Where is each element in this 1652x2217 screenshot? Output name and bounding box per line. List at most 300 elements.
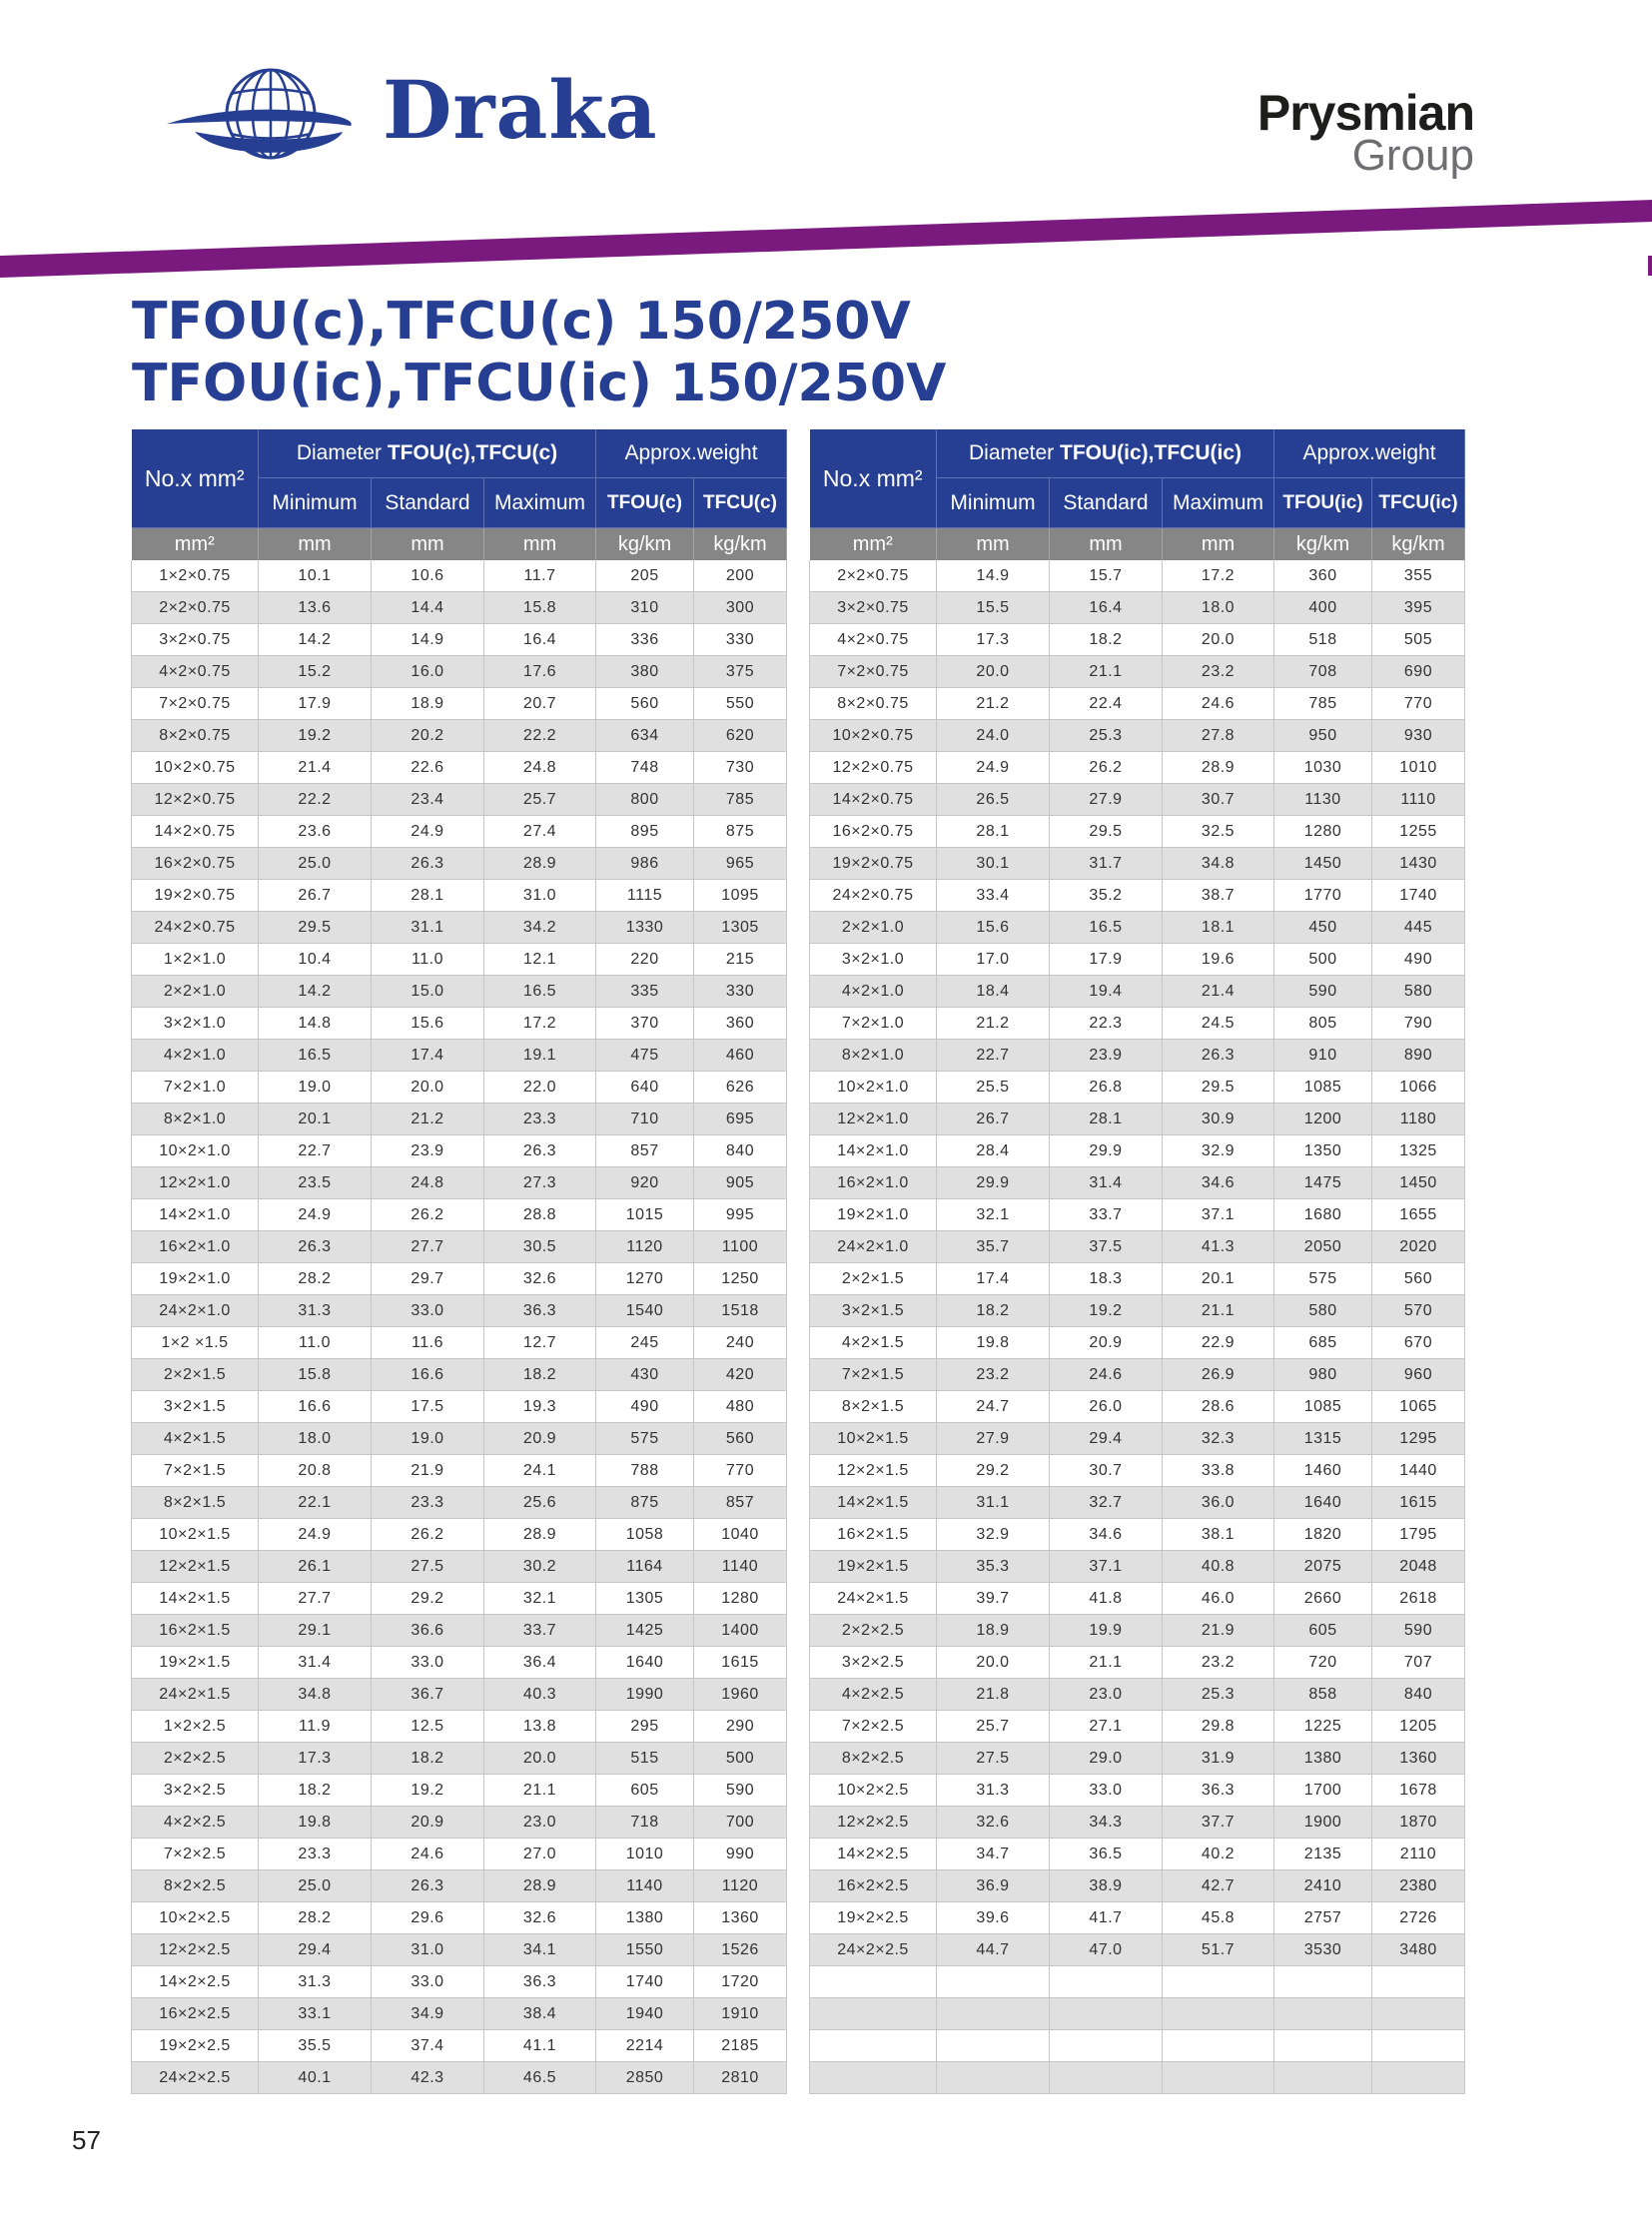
table-cell: 8×2×1.0 xyxy=(132,1104,259,1135)
table-cell: 18.1 xyxy=(1163,912,1274,944)
table-cell: 26.8 xyxy=(1050,1072,1163,1104)
table-cell: 11.9 xyxy=(259,1711,372,1743)
table-cell: 1700 xyxy=(1274,1775,1372,1807)
table-cell: 16×2×1.5 xyxy=(132,1615,259,1647)
table-row xyxy=(810,1072,1465,1104)
unit-cell: mm xyxy=(1050,528,1163,561)
col-minimum: Minimum xyxy=(937,478,1050,528)
table-cell: 19×2×1.5 xyxy=(810,1551,937,1583)
table-cell: 7×2×2.5 xyxy=(810,1711,937,1743)
unit-cell: mm xyxy=(259,528,372,561)
table-cell: 23.4 xyxy=(372,784,484,816)
table-cell: 36.9 xyxy=(937,1870,1050,1902)
table-cell: 1518 xyxy=(694,1295,787,1327)
table-cell: 21.1 xyxy=(1050,656,1163,688)
table-cell: 16×2×2.5 xyxy=(810,1870,937,1902)
table-cell: 28.1 xyxy=(372,880,484,912)
col-tfcu: TFCU(ic) xyxy=(1372,478,1465,528)
table-cell: 380 xyxy=(596,656,694,688)
table-row xyxy=(132,1711,787,1743)
table-cell: 13.6 xyxy=(259,592,372,624)
table-cell: 355 xyxy=(1372,560,1465,592)
table-cell: 1550 xyxy=(596,1934,694,1966)
table-cell: 36.3 xyxy=(484,1295,596,1327)
table-cell: 31.0 xyxy=(372,1934,484,1966)
table-cell: 16.5 xyxy=(484,976,596,1008)
table-cell: 570 xyxy=(1372,1295,1465,1327)
table-cell: 19.4 xyxy=(1050,976,1163,1008)
table-cell: 2380 xyxy=(1372,1870,1465,1902)
table-cell: 26.2 xyxy=(372,1519,484,1551)
table-cell: 310 xyxy=(596,592,694,624)
table-cell: 395 xyxy=(1372,592,1465,624)
table-cell: 40.8 xyxy=(1163,1551,1274,1583)
table-cell: 28.2 xyxy=(259,1263,372,1295)
table-cell: 25.6 xyxy=(484,1487,596,1519)
table-row xyxy=(810,2030,1465,2062)
table-cell: 2048 xyxy=(1372,1551,1465,1583)
table-row xyxy=(810,1839,1465,1870)
table-cell: 2726 xyxy=(1372,1902,1465,1934)
table-cell: 25.0 xyxy=(259,1870,372,1902)
table-row xyxy=(810,1870,1465,1902)
table-row xyxy=(132,1966,787,1998)
table-cell: 575 xyxy=(1274,1263,1372,1295)
table-cell: 32.1 xyxy=(484,1583,596,1615)
table-cell: 25.7 xyxy=(937,1711,1050,1743)
table-row xyxy=(132,1359,787,1391)
table-cell xyxy=(1050,2030,1163,2062)
table-cell: 12.1 xyxy=(484,944,596,976)
table-cell: 3×2×1.0 xyxy=(132,1008,259,1040)
table-cell: 37.7 xyxy=(1163,1807,1274,1839)
table-cell: 22.7 xyxy=(259,1135,372,1167)
table-cell: 18.3 xyxy=(1050,1263,1163,1295)
table-cell: 29.5 xyxy=(259,912,372,944)
col-maximum: Maximum xyxy=(484,478,596,528)
table-cell: 695 xyxy=(694,1104,787,1135)
table-cell: 4×2×0.75 xyxy=(810,624,937,656)
table-cell: 20.0 xyxy=(484,1743,596,1775)
table-cell: 14×2×2.5 xyxy=(810,1839,937,1870)
table-cell: 1640 xyxy=(1274,1487,1372,1519)
table-cell: 1010 xyxy=(1372,752,1465,784)
table-cell: 718 xyxy=(596,1807,694,1839)
table-cell: 24×2×1.0 xyxy=(810,1231,937,1263)
table-cell: 29.9 xyxy=(1050,1135,1163,1167)
table-cell: 2075 xyxy=(1274,1551,1372,1583)
table-cell: 3×2×0.75 xyxy=(810,592,937,624)
table-row xyxy=(810,1423,1465,1455)
table-cell: 41.3 xyxy=(1163,1231,1274,1263)
table-row xyxy=(810,1008,1465,1040)
page-number: 57 xyxy=(72,2125,101,2155)
table-cell: 19×2×2.5 xyxy=(132,2030,259,2062)
table-cell: 31.1 xyxy=(937,1487,1050,1519)
table-cell: 39.7 xyxy=(937,1583,1050,1615)
table-cell: 360 xyxy=(694,1008,787,1040)
prysmian-wordmark: Prysmian xyxy=(1256,85,1474,141)
table-row xyxy=(810,1040,1465,1072)
table-row xyxy=(132,1263,787,1295)
table-cell: 18.9 xyxy=(937,1615,1050,1647)
table-cell: 1065 xyxy=(1372,1391,1465,1423)
table-cell: 28.2 xyxy=(259,1902,372,1934)
table-cell: 29.1 xyxy=(259,1615,372,1647)
spec-table-ic xyxy=(809,429,1465,2094)
table-cell: 980 xyxy=(1274,1359,1372,1391)
table-cell: 920 xyxy=(596,1167,694,1199)
table-cell: 518 xyxy=(1274,624,1372,656)
table-row xyxy=(132,1040,787,1072)
table-cell: 2050 xyxy=(1274,1231,1372,1263)
table-cell: 21.2 xyxy=(372,1104,484,1135)
table-cell xyxy=(1372,1966,1465,1998)
table-cell: 19.9 xyxy=(1050,1615,1163,1647)
table-cell: 27.3 xyxy=(484,1167,596,1199)
table-cell: 39.6 xyxy=(937,1902,1050,1934)
table-cell: 24.9 xyxy=(259,1199,372,1231)
table-cell: 1×2×2.5 xyxy=(132,1711,259,1743)
table-cell xyxy=(1372,1998,1465,2030)
table-cell: 34.7 xyxy=(937,1839,1050,1870)
table-row xyxy=(810,1966,1465,1998)
table-cell: 215 xyxy=(694,944,787,976)
table-cell: 32.3 xyxy=(1163,1423,1274,1455)
table-cell: 22.2 xyxy=(259,784,372,816)
table-cell: 2×2×0.75 xyxy=(132,592,259,624)
table-cell: 16×2×0.75 xyxy=(132,848,259,880)
table-row xyxy=(810,1391,1465,1423)
table-cell: 11.7 xyxy=(484,560,596,592)
table-cell: 560 xyxy=(694,1423,787,1455)
table-cell: 17.9 xyxy=(259,688,372,720)
table-cell: 8×2×0.75 xyxy=(132,720,259,752)
table-cell: 1295 xyxy=(1372,1423,1465,1455)
table-cell: 17.2 xyxy=(1163,560,1274,592)
table-cell: 35.2 xyxy=(1050,880,1163,912)
table-cell: 34.1 xyxy=(484,1934,596,1966)
table-header-row xyxy=(132,429,787,478)
table-cell: 32.5 xyxy=(1163,816,1274,848)
table-cell: 1100 xyxy=(694,1231,787,1263)
table-cell: 18.0 xyxy=(1163,592,1274,624)
col-tfcu: TFCU(c) xyxy=(694,478,787,528)
table-cell: 690 xyxy=(1372,656,1465,688)
table-row xyxy=(810,1167,1465,1199)
table-row xyxy=(132,688,787,720)
table-row xyxy=(132,1455,787,1487)
table-cell: 33.4 xyxy=(937,880,1050,912)
table-cell: 22.9 xyxy=(1163,1327,1274,1359)
table-cell: 29.7 xyxy=(372,1263,484,1295)
table-cell: 8×2×1.5 xyxy=(810,1391,937,1423)
table-cell: 1900 xyxy=(1274,1807,1372,1839)
table-cell: 20.9 xyxy=(372,1807,484,1839)
table-cell: 24.6 xyxy=(1163,688,1274,720)
table-cell: 15.6 xyxy=(937,912,1050,944)
table-cell: 1140 xyxy=(694,1551,787,1583)
table-cell: 24.6 xyxy=(372,1839,484,1870)
table-row xyxy=(132,1487,787,1519)
table-cell: 36.5 xyxy=(1050,1839,1163,1870)
table-cell: 20.9 xyxy=(484,1423,596,1455)
table-cell: 33.7 xyxy=(1050,1199,1163,1231)
table-cell: 32.7 xyxy=(1050,1487,1163,1519)
table-cell: 1115 xyxy=(596,880,694,912)
table-cell: 16.0 xyxy=(372,656,484,688)
table-cell: 700 xyxy=(694,1807,787,1839)
table-row xyxy=(810,784,1465,816)
table-row xyxy=(132,816,787,848)
table-cell: 14×2×1.0 xyxy=(810,1135,937,1167)
table-cell: 15.0 xyxy=(372,976,484,1008)
table-cell: 22.0 xyxy=(484,1072,596,1104)
table-cell: 33.0 xyxy=(1050,1775,1163,1807)
table-cell: 24×2×1.5 xyxy=(810,1583,937,1615)
table-cell xyxy=(937,2062,1050,2094)
table-cell: 785 xyxy=(694,784,787,816)
table-row xyxy=(810,816,1465,848)
table-cell: 1960 xyxy=(694,1679,787,1711)
table-cell: 500 xyxy=(1274,944,1372,976)
table-row xyxy=(132,720,787,752)
table-cell: 18.9 xyxy=(372,688,484,720)
table-cell: 15.5 xyxy=(937,592,1050,624)
table-cell xyxy=(1050,1966,1163,1998)
table-cell: 31.9 xyxy=(1163,1743,1274,1775)
table-row xyxy=(132,624,787,656)
units-row xyxy=(810,528,1465,561)
table-cell: 20.2 xyxy=(372,720,484,752)
table-cell: 30.7 xyxy=(1050,1455,1163,1487)
table-cell: 34.8 xyxy=(1163,848,1274,880)
table-row xyxy=(810,1295,1465,1327)
table-row xyxy=(810,1519,1465,1551)
table-cell: 4×2×1.0 xyxy=(810,976,937,1008)
table-row xyxy=(132,976,787,1008)
table-row xyxy=(132,1807,787,1839)
table-cell: 930 xyxy=(1372,720,1465,752)
table-cell: 21.4 xyxy=(259,752,372,784)
table-cell: 1×2×1.0 xyxy=(132,944,259,976)
table-body xyxy=(132,560,787,2094)
table-cell: 40.2 xyxy=(1163,1839,1274,1870)
table-cell: 560 xyxy=(596,688,694,720)
table-cell: 21.8 xyxy=(937,1679,1050,1711)
table-cell: 360 xyxy=(1274,560,1372,592)
table-row xyxy=(132,1072,787,1104)
table-cell: 19×2×2.5 xyxy=(810,1902,937,1934)
table-cell: 1615 xyxy=(1372,1487,1465,1519)
table-cell: 29.2 xyxy=(372,1583,484,1615)
table-cell: 200 xyxy=(694,560,787,592)
table-row xyxy=(132,1519,787,1551)
table-row xyxy=(810,1743,1465,1775)
table-cell: 23.0 xyxy=(484,1807,596,1839)
table-cell: 19.0 xyxy=(372,1423,484,1455)
table-cell: 14×2×1.5 xyxy=(132,1583,259,1615)
table-cell: 1×2 ×1.5 xyxy=(132,1327,259,1359)
table-cell: 20.0 xyxy=(937,656,1050,688)
table-row xyxy=(132,1327,787,1359)
table-row xyxy=(132,1934,787,1966)
col-no-label: No.x mm² xyxy=(144,464,245,491)
table-cell: 15.8 xyxy=(259,1359,372,1391)
table-cell: 1280 xyxy=(694,1583,787,1615)
table-cell: 858 xyxy=(1274,1679,1372,1711)
table-cell xyxy=(1163,2062,1274,2094)
table-cell: 1270 xyxy=(596,1263,694,1295)
table-cell: 2×2×1.0 xyxy=(132,976,259,1008)
table-cell: 15.6 xyxy=(372,1008,484,1040)
table-cell: 1678 xyxy=(1372,1775,1465,1807)
diameter-group-header xyxy=(259,429,596,478)
table-cell: 31.3 xyxy=(937,1775,1050,1807)
diameter-types: TFOU(c),TFCU(c) xyxy=(387,441,558,464)
table-row xyxy=(810,752,1465,784)
table-cell: 27.8 xyxy=(1163,720,1274,752)
table-cell: 31.0 xyxy=(484,880,596,912)
unit-cell: kg/km xyxy=(596,528,694,561)
table-cell: 375 xyxy=(694,656,787,688)
table-cell: 1140 xyxy=(596,1870,694,1902)
unit-cell: mm xyxy=(937,528,1050,561)
table-cell: 857 xyxy=(694,1487,787,1519)
table-cell: 25.0 xyxy=(259,848,372,880)
table-cell: 28.9 xyxy=(484,1519,596,1551)
table-cell: 7×2×1.0 xyxy=(810,1008,937,1040)
table-cell: 38.1 xyxy=(1163,1519,1274,1551)
table-cell: 800 xyxy=(596,784,694,816)
table-cell: 1795 xyxy=(1372,1519,1465,1551)
diameter-group-header xyxy=(937,429,1274,478)
table-cell: 51.7 xyxy=(1163,1934,1274,1966)
table-cell: 560 xyxy=(1372,1263,1465,1295)
table-cell: 17.3 xyxy=(937,624,1050,656)
table-row xyxy=(132,2062,787,2094)
col-no-header xyxy=(132,429,259,528)
table-cell: 1305 xyxy=(596,1583,694,1615)
table-cell: 1655 xyxy=(1372,1199,1465,1231)
table-cell: 245 xyxy=(596,1327,694,1359)
table-cell: 16×2×2.5 xyxy=(132,1998,259,2030)
table-row xyxy=(132,848,787,880)
table-cell: 31.3 xyxy=(259,1966,372,1998)
table-cell: 12×2×1.5 xyxy=(132,1551,259,1583)
page-title-2: TFOU(ic),TFCU(ic) 150/250V xyxy=(132,354,947,413)
table-cell: 1030 xyxy=(1274,752,1372,784)
table-cell: 13.8 xyxy=(484,1711,596,1743)
table-row xyxy=(132,1839,787,1870)
table-cell: 26.0 xyxy=(1050,1391,1163,1423)
table-cell: 770 xyxy=(694,1455,787,1487)
table-cell: 14.8 xyxy=(259,1008,372,1040)
table-cell: 1015 xyxy=(596,1199,694,1231)
table-cell: 24×2×0.75 xyxy=(132,912,259,944)
table-cell: 995 xyxy=(694,1199,787,1231)
table-cell: 40.1 xyxy=(259,2062,372,2094)
table-cell: 1305 xyxy=(694,912,787,944)
table-cell: 490 xyxy=(596,1391,694,1423)
table-cell: 14.9 xyxy=(372,624,484,656)
table-cell: 840 xyxy=(694,1135,787,1167)
table-cell: 515 xyxy=(596,1743,694,1775)
table-cell: 14.2 xyxy=(259,624,372,656)
table-cell: 33.1 xyxy=(259,1998,372,2030)
table-cell: 36.7 xyxy=(372,1679,484,1711)
table-cell: 500 xyxy=(694,1743,787,1775)
table-cell: 20.1 xyxy=(1163,1263,1274,1295)
table-cell: 34.9 xyxy=(372,1998,484,2030)
table-cell: 2×2×1.5 xyxy=(132,1359,259,1391)
table-cell: 28.4 xyxy=(937,1135,1050,1167)
table-cell: 12×2×1.0 xyxy=(810,1104,937,1135)
table-cell: 38.9 xyxy=(1050,1870,1163,1902)
table-cell: 16.4 xyxy=(1050,592,1163,624)
table-cell: 42.7 xyxy=(1163,1870,1274,1902)
table-cell: 23.3 xyxy=(259,1839,372,1870)
table-cell: 1430 xyxy=(1372,848,1465,880)
table-cell: 29.9 xyxy=(937,1167,1050,1199)
table-row xyxy=(810,1807,1465,1839)
table-cell: 620 xyxy=(694,720,787,752)
table-cell: 590 xyxy=(1372,1615,1465,1647)
table-cell: 460 xyxy=(694,1040,787,1072)
table-cell: 550 xyxy=(694,688,787,720)
table-cell: 18.2 xyxy=(1050,624,1163,656)
table-cell: 14.9 xyxy=(937,560,1050,592)
table-cell: 805 xyxy=(1274,1008,1372,1040)
table-cell: 11.6 xyxy=(372,1327,484,1359)
unit-cell: kg/km xyxy=(1372,528,1465,561)
table-cell: 19.2 xyxy=(1050,1295,1163,1327)
table-cell: 1280 xyxy=(1274,816,1372,848)
table-cell: 1680 xyxy=(1274,1199,1372,1231)
table-cell: 2×2×2.5 xyxy=(810,1615,937,1647)
table-cell: 1360 xyxy=(694,1902,787,1934)
table-cell: 634 xyxy=(596,720,694,752)
table-cell: 1740 xyxy=(596,1966,694,1998)
table-cell: 1940 xyxy=(596,1998,694,2030)
table-row xyxy=(810,1615,1465,1647)
table-cell: 4×2×1.5 xyxy=(810,1327,937,1359)
table-cell: 748 xyxy=(596,752,694,784)
table-cell: 16.6 xyxy=(259,1391,372,1423)
table-cell: 24.9 xyxy=(372,816,484,848)
table-cell: 710 xyxy=(596,1104,694,1135)
table-cell: 12.5 xyxy=(372,1711,484,1743)
table-cell: 875 xyxy=(694,816,787,848)
spec-table-c xyxy=(131,429,787,2094)
prysmian-logo xyxy=(1235,85,1474,188)
unit-cell: mm xyxy=(484,528,596,561)
table-cell: 19.2 xyxy=(372,1775,484,1807)
col-minimum: Minimum xyxy=(259,478,372,528)
table-cell: 29.0 xyxy=(1050,1743,1163,1775)
table-cell: 32.9 xyxy=(1163,1135,1274,1167)
table-cell: 330 xyxy=(694,976,787,1008)
table-row xyxy=(810,2062,1465,2094)
table-row xyxy=(132,944,787,976)
table-cell: 12×2×2.5 xyxy=(810,1807,937,1839)
table-row xyxy=(132,1423,787,1455)
diameter-prefix: Diameter xyxy=(968,441,1061,464)
table-cell: 19.1 xyxy=(484,1040,596,1072)
table-cell: 14×2×2.5 xyxy=(132,1966,259,1998)
table-cell: 42.3 xyxy=(372,2062,484,2094)
table-cell: 21.9 xyxy=(372,1455,484,1487)
